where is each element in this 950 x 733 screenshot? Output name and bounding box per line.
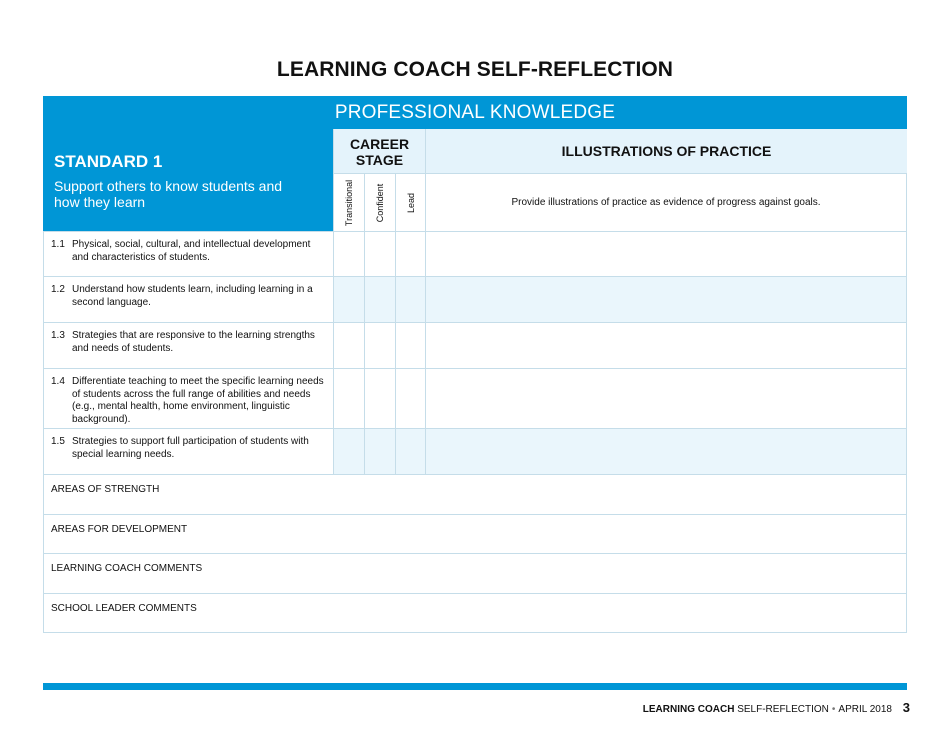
footer-separator: •: [831, 704, 836, 715]
table-row: [43, 276, 907, 322]
lead-cell[interactable]: [395, 231, 425, 276]
table-row: [43, 368, 907, 428]
row-label: [43, 428, 333, 474]
standard-header: [43, 129, 333, 231]
footer-bold: LEARNING COACH: [642, 704, 735, 715]
transitional-cell[interactable]: [333, 368, 364, 428]
stage-label: Transitional: [344, 179, 354, 226]
standard-subtitle: Support others to know students and how they learn: [54, 178, 283, 210]
school-leader-comments-field[interactable]: [43, 593, 907, 633]
confident-cell[interactable]: [364, 368, 395, 428]
illustrations-description: Provide illustrations of practice as evidence of progress against goals.: [425, 173, 907, 231]
transitional-cell[interactable]: [333, 428, 364, 474]
row-label: [43, 276, 333, 322]
page-footer: [643, 700, 910, 715]
illustration-cell[interactable]: [425, 322, 907, 368]
illustration-cell[interactable]: [425, 231, 907, 276]
row-text: Differentiate teaching to meet the specific learning needs of students across the full range of abilities and needs (e.g., mental health, home environment, linguistic background).: [72, 376, 324, 425]
comment-label: SCHOOL LEADER COMMENTS: [51, 603, 197, 614]
transitional-cell[interactable]: [333, 231, 364, 276]
row-number: 1.4: [51, 376, 65, 387]
row-number: 1.2: [51, 284, 65, 295]
table-row: [43, 428, 907, 474]
lead-cell[interactable]: [395, 368, 425, 428]
row-text: Strategies that are responsive to the learning strengths and needs of students.: [72, 330, 315, 354]
stage-header-transitional: [333, 173, 364, 231]
confident-cell[interactable]: [364, 322, 395, 368]
transitional-cell[interactable]: [333, 322, 364, 368]
row-label: [43, 322, 333, 368]
stage-header-confident: [364, 173, 395, 231]
comment-label: AREAS OF STRENGTH: [51, 484, 160, 495]
row-number: 1.1: [51, 239, 65, 250]
row-text: Strategies to support full participation of students with special learning needs.: [72, 436, 309, 460]
comment-label: LEARNING COACH COMMENTS: [51, 563, 203, 574]
table-row: [43, 231, 907, 276]
footer-rest: SELF-REFLECTION: [737, 704, 829, 715]
confident-cell[interactable]: [364, 276, 395, 322]
lead-cell[interactable]: [395, 322, 425, 368]
standard-title: STANDARD 1: [54, 152, 163, 171]
row-text: Understand how students learn, including learning in a second language.: [72, 284, 313, 308]
stage-header-lead: [395, 173, 425, 231]
row-number: 1.5: [51, 436, 65, 447]
illustrations-header: ILLUSTRATIONS OF PRACTICE: [425, 129, 907, 173]
row-number: 1.3: [51, 330, 65, 341]
footer-bar: [43, 683, 907, 690]
confident-cell[interactable]: [364, 428, 395, 474]
illustration-cell[interactable]: [425, 368, 907, 428]
section-banner: PROFESSIONAL KNOWLEDGE: [43, 96, 907, 129]
lead-cell[interactable]: [395, 276, 425, 322]
confident-cell[interactable]: [364, 231, 395, 276]
footer-date: APRIL 2018: [838, 704, 892, 715]
lead-cell[interactable]: [395, 428, 425, 474]
areas-for-development-field[interactable]: [43, 514, 907, 554]
areas-of-strength-field[interactable]: [43, 474, 907, 514]
row-text: Physical, social, cultural, and intellectual development and characteristics of students.: [72, 239, 311, 263]
table-row: [43, 322, 907, 368]
row-label: [43, 368, 333, 428]
career-stage-header: CAREER STAGE: [333, 129, 425, 173]
page-title: LEARNING COACH SELF-REFLECTION: [276, 58, 674, 81]
illustration-cell[interactable]: [425, 428, 907, 474]
illustration-cell[interactable]: [425, 276, 907, 322]
stage-label: Lead: [405, 192, 416, 213]
transitional-cell[interactable]: [333, 276, 364, 322]
row-label: [43, 231, 333, 276]
learning-coach-comments-field[interactable]: [43, 553, 907, 593]
page-number: 3: [902, 700, 910, 715]
stage-label: Confident: [375, 183, 385, 222]
comment-label: AREAS FOR DEVELOPMENT: [51, 524, 188, 535]
